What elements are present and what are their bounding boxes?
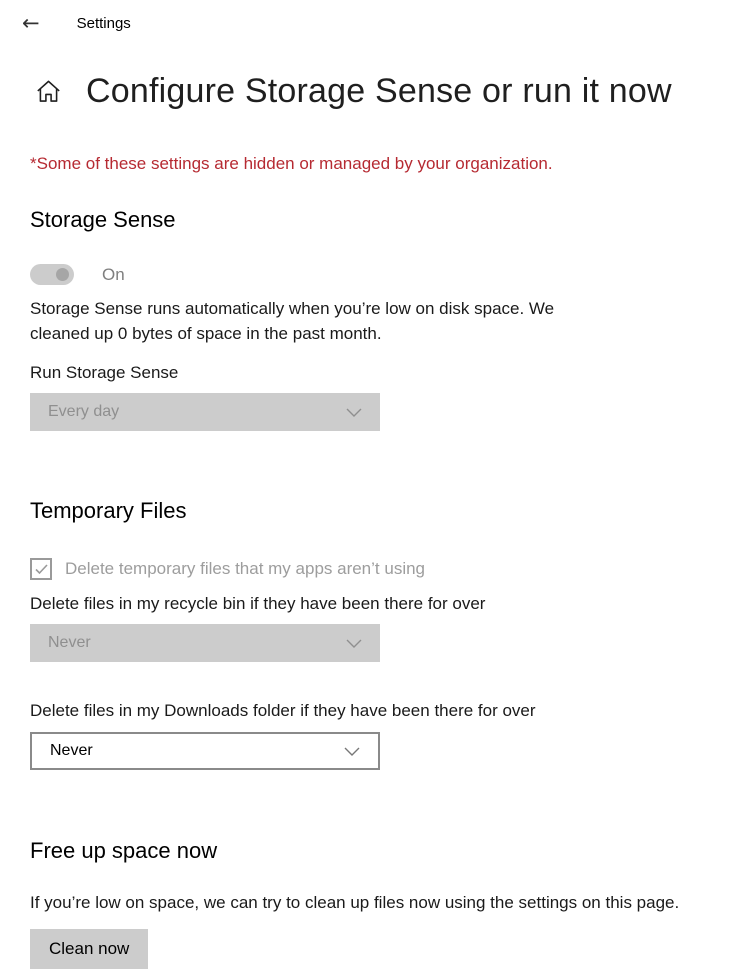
- home-icon: [35, 78, 62, 105]
- chevron-down-icon: [346, 408, 362, 417]
- toggle-knob-icon: [56, 268, 69, 281]
- run-storage-sense-dropdown[interactable]: [30, 393, 380, 431]
- chevron-down-icon: [344, 747, 360, 756]
- free-up-space-description: If you’re low on space, we can try to clean up files now using the settings on this page.: [30, 893, 680, 912]
- checkmark-icon: [35, 564, 48, 575]
- storage-sense-toggle-row: [30, 264, 703, 285]
- run-storage-sense-value: Every day: [48, 403, 120, 420]
- clean-now-button[interactable]: Clean now: [30, 929, 148, 969]
- recycle-bin-value: Never: [48, 634, 91, 651]
- page-title: Configure Storage Sense or run it now: [86, 72, 672, 110]
- run-storage-sense-label: Run Storage Sense: [30, 363, 179, 382]
- delete-temp-files-label: Delete temporary files that my apps aren’t using: [65, 559, 426, 578]
- recycle-bin-label: Delete files in my recycle bin if they have been there for over: [30, 594, 486, 613]
- storage-sense-description: Storage Sense runs automatically when you’re low on disk space. We cleaned up 0 bytes of space in the past month.: [30, 299, 555, 343]
- delete-temp-files-row: [30, 558, 703, 580]
- storage-sense-toggle[interactable]: [30, 264, 74, 285]
- admin-notice: *Some of these settings are hidden or managed by your organization.: [30, 154, 553, 173]
- settings-page: [0, 72, 733, 969]
- downloads-folder-label: Delete files in my Downloads folder if they have been there for over: [30, 701, 536, 720]
- app-title: Settings: [76, 14, 131, 32]
- downloads-folder-dropdown[interactable]: [30, 732, 380, 770]
- temporary-files-heading: Temporary Files: [30, 498, 187, 523]
- storage-sense-heading: Storage Sense: [30, 207, 176, 232]
- delete-temp-files-checkbox[interactable]: [30, 558, 52, 580]
- free-up-space-heading: Free up space now: [30, 838, 218, 863]
- back-button[interactable]: ←: [22, 11, 40, 35]
- header-bar: [0, 0, 733, 34]
- chevron-down-icon: [346, 639, 362, 648]
- toggle-state-label: On: [102, 264, 125, 284]
- page-title-row: [35, 72, 703, 111]
- recycle-bin-dropdown[interactable]: [30, 624, 380, 662]
- downloads-folder-value: Never: [50, 742, 93, 759]
